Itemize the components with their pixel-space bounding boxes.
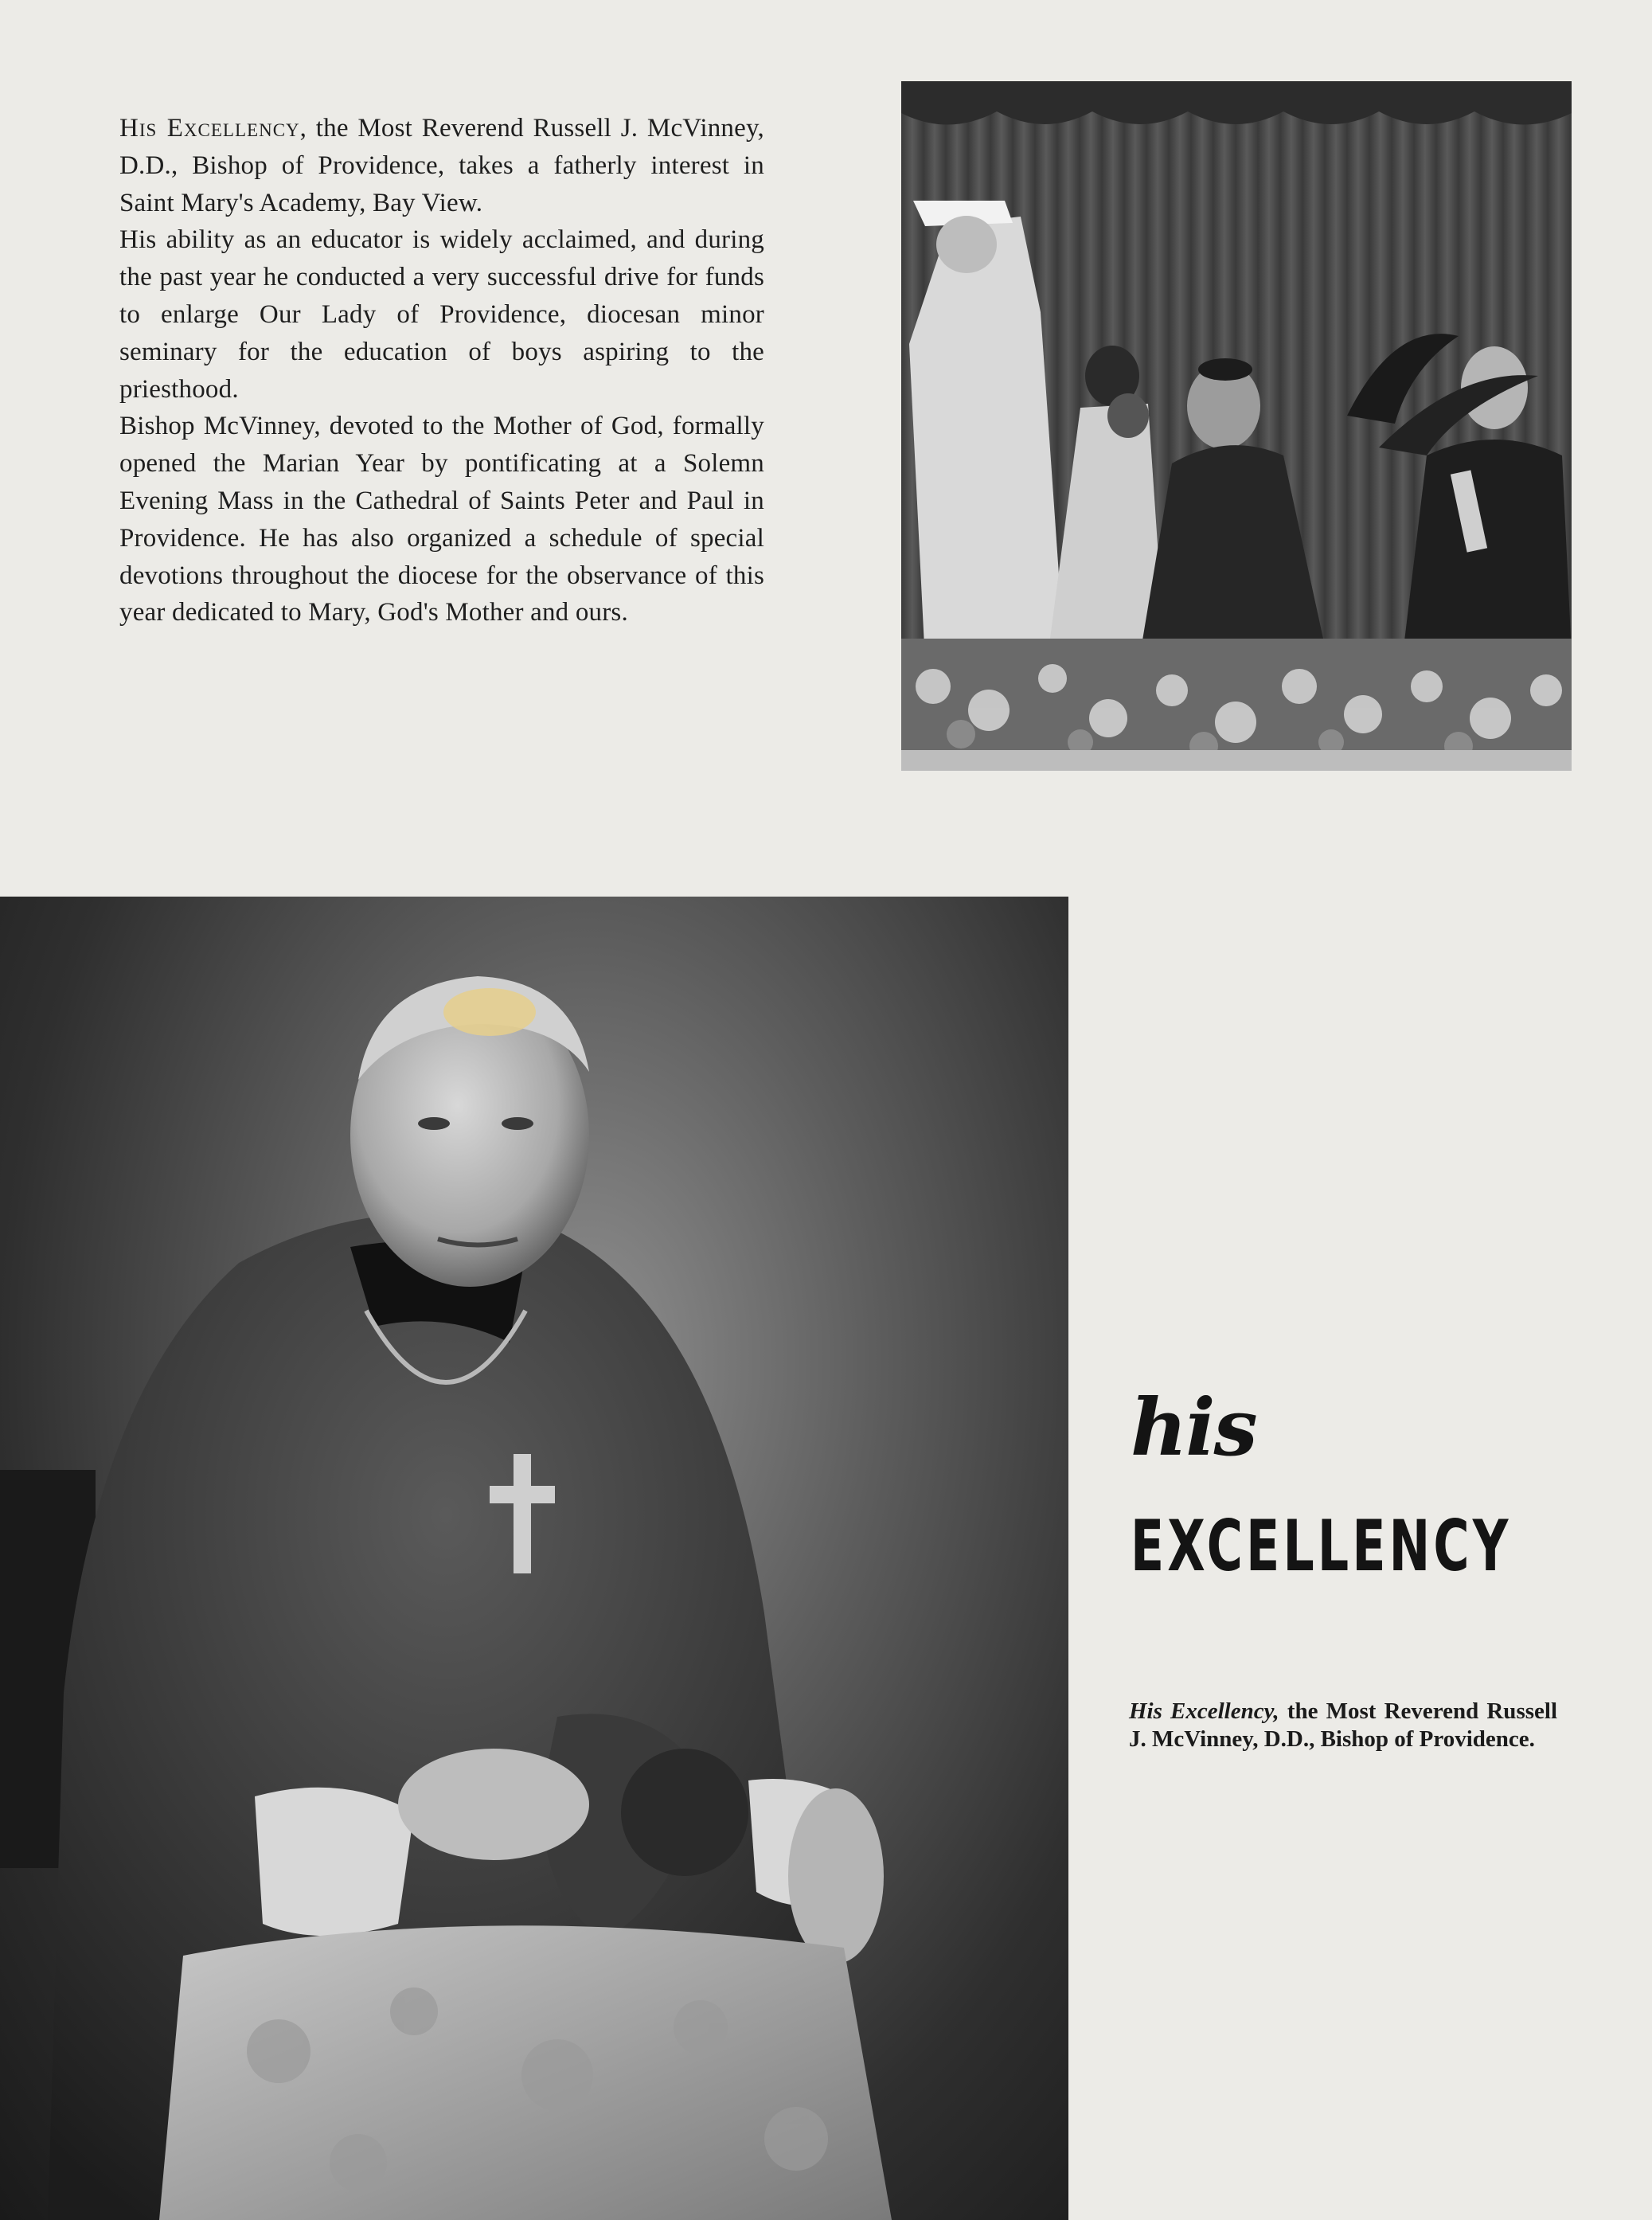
graduation-photo bbox=[901, 81, 1572, 771]
graduation-photo-illustration bbox=[901, 81, 1572, 771]
heading-excellency: EXCELLENCY bbox=[1131, 1505, 1512, 1587]
intro-paragraph-1-text: , the Most Reverend Russell J. McVinney, D.D., Bishop of Providence, takes a fatherly interest in Saint Mary's Academy, Bay View. bbox=[119, 114, 764, 217]
caption-lead: His Excellency, bbox=[1129, 1698, 1279, 1724]
intro-paragraph-2: His ability as an educator is widely acclaimed, and during the past year he conducted a very successful drive for funds to enlarge Our Lady of Providence, diocesan minor seminary for the education of boys aspiring to the priesthood. bbox=[119, 225, 764, 404]
intro-paragraph-3: Bishop McVinney, devoted to the Mother of God, formally opened the Marian Year by pontificating at a Solemn Evening Mass in the Cathedral of Saints Peter and Paul in Providence. He has also organized a schedule of special devotions throughout the diocese for the observance of this year dedicated to Mary, God's Mother and ours. bbox=[119, 412, 764, 627]
heading-his: his bbox=[1131, 1382, 1256, 1474]
caption-text: the Most Reverend Russell J. McVinney, D.D., Bishop of Providence. bbox=[1129, 1698, 1557, 1752]
intro-paragraph-1 bbox=[119, 110, 764, 221]
bishop-portrait-illustration bbox=[0, 897, 1068, 2220]
bishop-portrait-photo bbox=[0, 897, 1068, 2220]
portrait-caption bbox=[1129, 1698, 1557, 1753]
intro-text bbox=[119, 110, 764, 631]
intro-lead: His Excellency bbox=[119, 114, 300, 143]
